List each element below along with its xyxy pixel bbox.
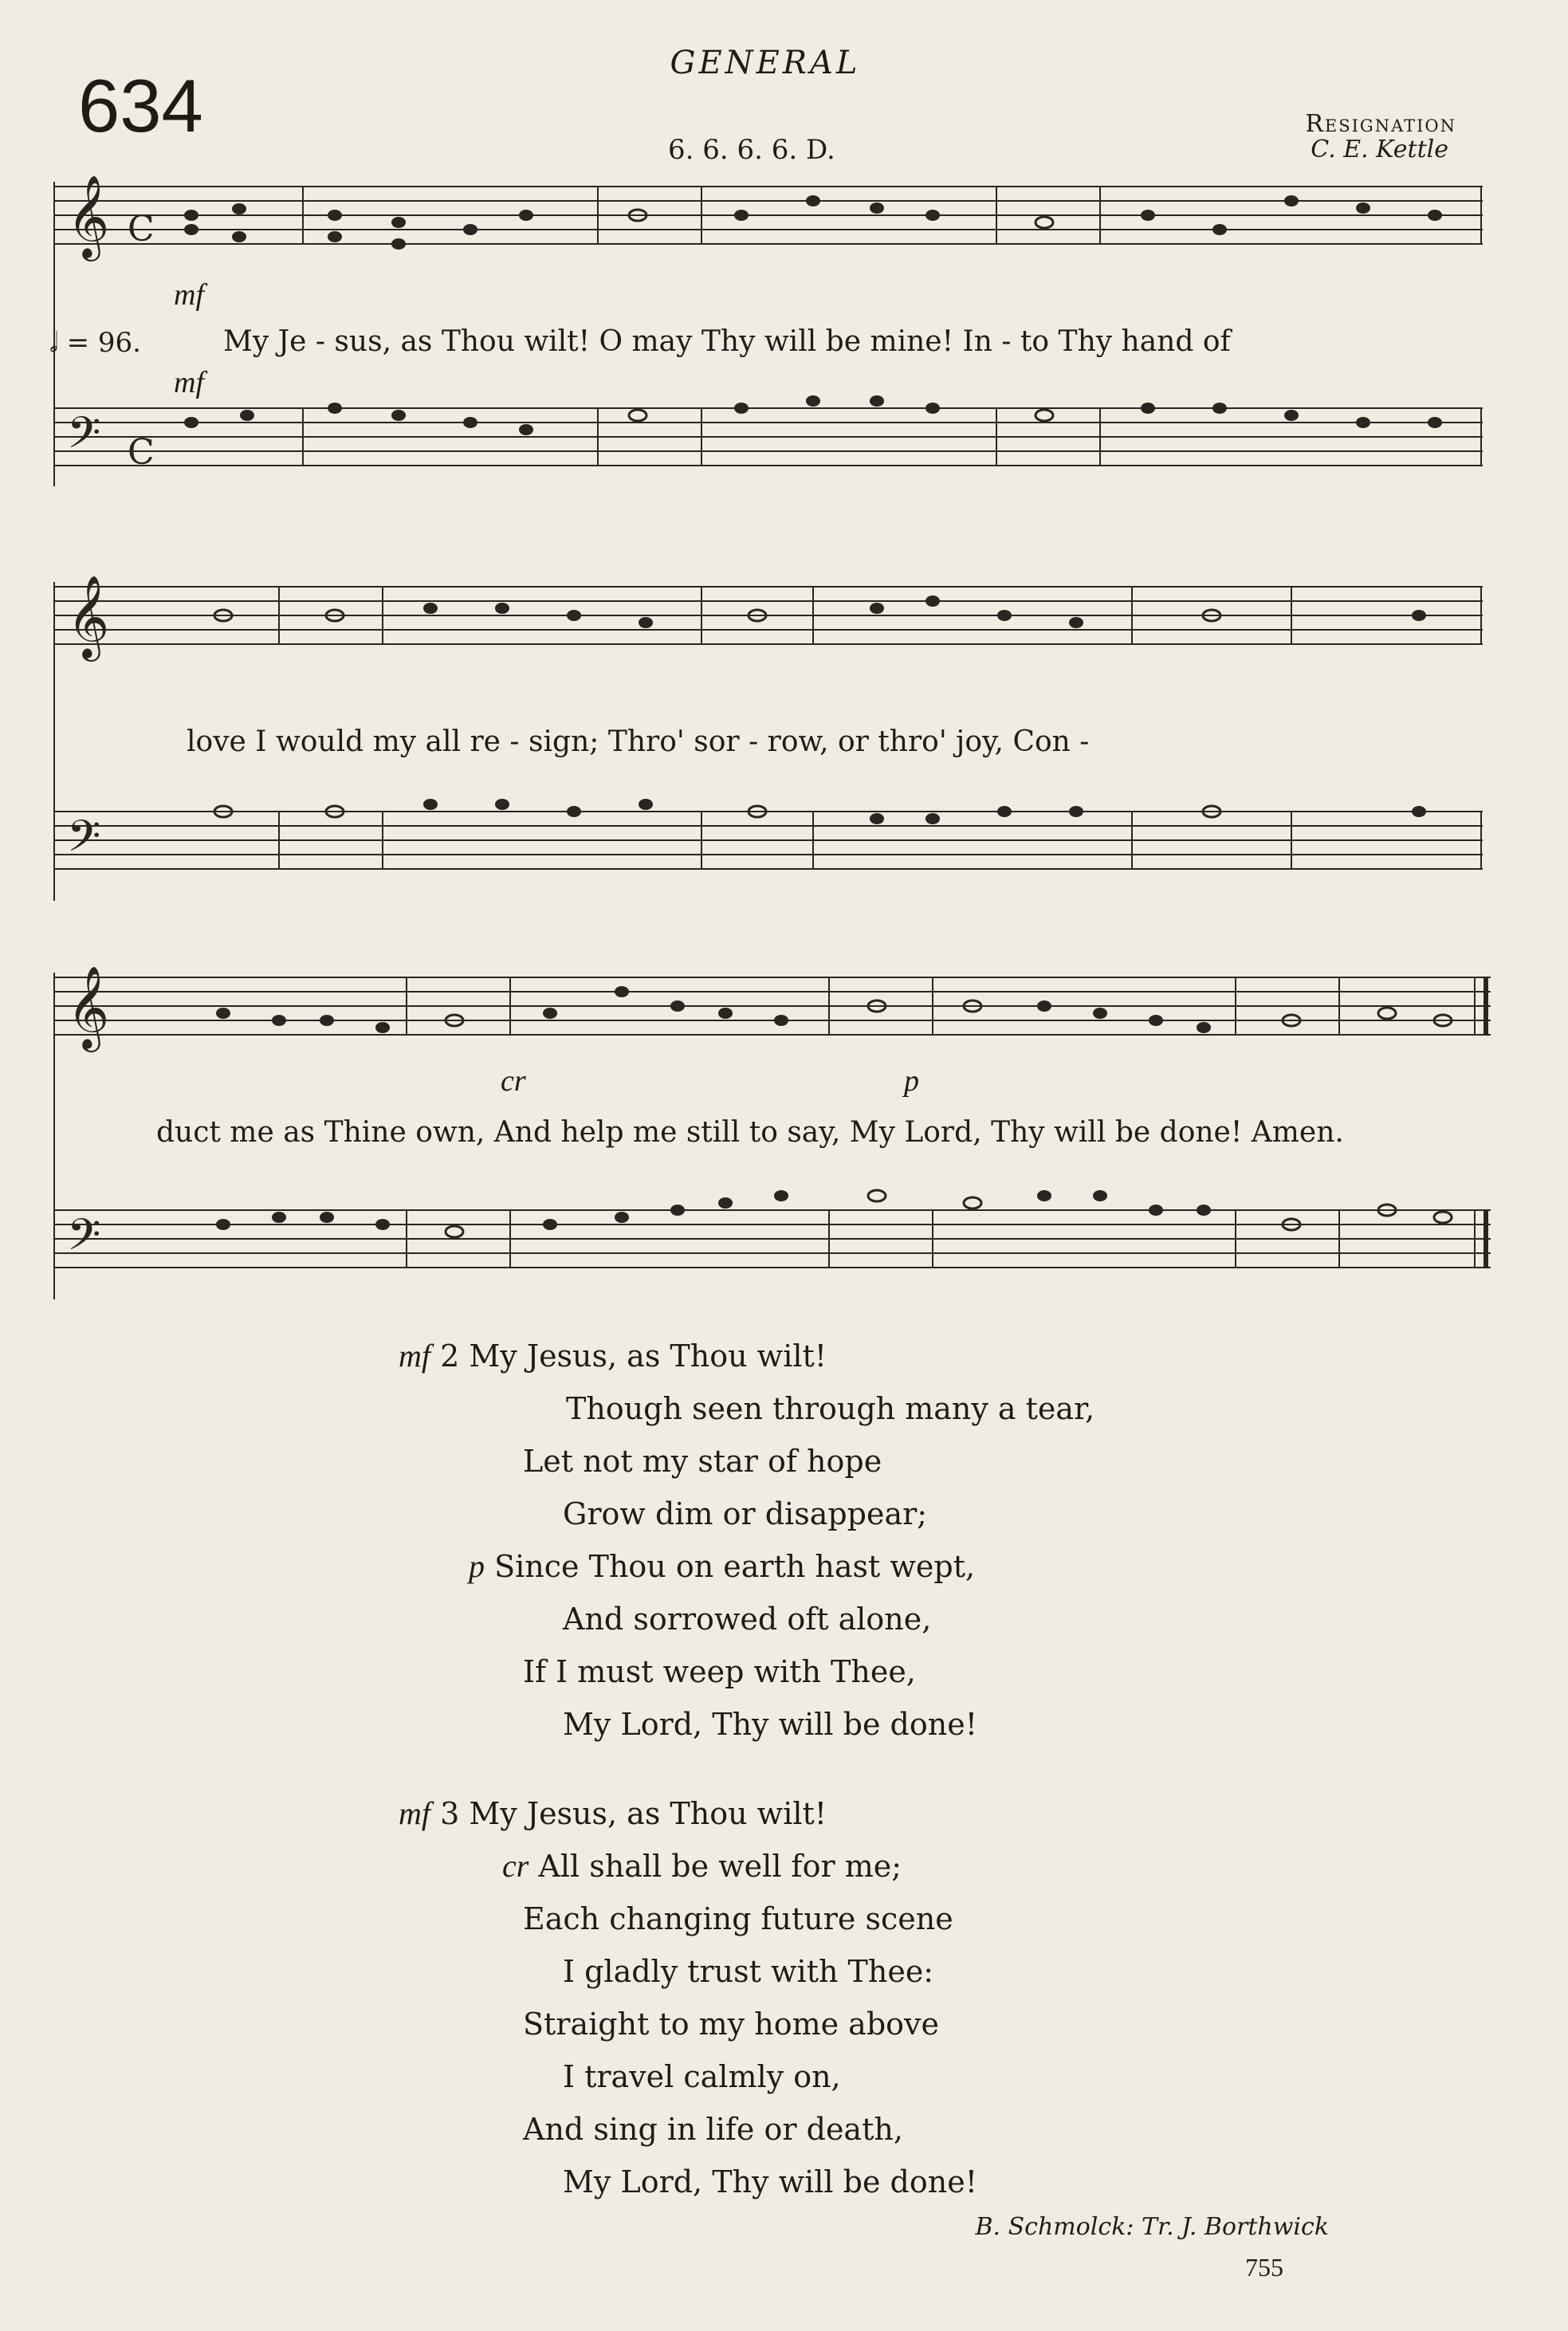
verse-3-line-6 — [399, 2050, 977, 2103]
verse-2-line-6 — [399, 1593, 1094, 1645]
verse-3-text-3: Each changing future scene — [523, 1901, 953, 1936]
dynamic-bass-1: mf — [174, 366, 204, 399]
svg-text:C: C — [128, 209, 155, 250]
dynamic-p-3: p — [904, 1064, 919, 1098]
page-number: 755 — [1245, 2253, 1283, 2282]
verse-3-line-8 — [399, 2156, 977, 2208]
verse-3-text-1: My Jesus, as Thou wilt! — [469, 1796, 827, 1831]
verse-2 — [399, 1330, 1094, 1751]
verse-3-dynamic: mf — [399, 1795, 430, 1831]
verse-3-line-5 — [399, 1998, 977, 2050]
verse-3-line-3 — [399, 1893, 977, 1945]
verse-3-line-1 — [399, 1787, 977, 1840]
verse-3-text-4: I gladly trust with Thee: — [563, 1954, 934, 1989]
verse-3-text-2: All shall be well for me; — [538, 1849, 902, 1884]
verse-2-line-3 — [399, 1435, 1094, 1488]
verse-3 — [399, 1787, 977, 2208]
verse-2-line-1 — [399, 1330, 1094, 1382]
verse-3-line-7 — [399, 2103, 977, 2156]
tempo-marking: 𝅗𝅥 = 96. — [49, 327, 141, 359]
attribution: B. Schmolck: Tr. J. Borthwick — [975, 2213, 1329, 2241]
svg-text:𝄞: 𝄞 — [67, 965, 110, 1049]
verse-2-text-3: Let not my star of hope — [523, 1444, 882, 1479]
verse-3-line-4 — [399, 1945, 977, 1998]
verse-2-text-8: My Lord, Thy will be done! — [563, 1707, 977, 1742]
dynamic-treble-1: mf — [174, 278, 204, 312]
verse-2-text-4: Grow dim or disappear; — [563, 1496, 928, 1531]
verse-3-text-8: My Lord, Thy will be done! — [563, 2164, 977, 2199]
verse-2-dynamic: mf — [399, 1338, 430, 1374]
verse-2-text-7: If I must weep with Thee, — [523, 1654, 916, 1689]
hymn-number: 634 — [78, 64, 203, 147]
verse-2-text-6: And sorrowed oft alone, — [563, 1602, 932, 1637]
svg-text:𝄢: 𝄢 — [67, 407, 101, 469]
lyrics-system-2: love I would my all re - sign; Thro' sor - row, or thro' joy, Con - — [187, 725, 1090, 758]
lyrics-system-1: My Je - sus, as Thou wilt! O may Thy will be mine! In - to Thy hand of — [223, 325, 1231, 358]
verse-3-line-2 — [399, 1840, 977, 1893]
notes-system-2 — [67, 575, 1426, 872]
svg-text:C: C — [128, 432, 155, 473]
verse-2-line-2 — [399, 1382, 1094, 1435]
verse-3-text-5: Straight to my home above — [523, 2007, 939, 2042]
verse-2-text-1: My Jesus, as Thou wilt! — [469, 1338, 827, 1374]
verse-3-text-6: I travel calmly on, — [563, 2059, 841, 2094]
svg-text:𝄞: 𝄞 — [67, 575, 110, 658]
verse-2-number: 2 — [440, 1338, 460, 1374]
svg-text:𝄢: 𝄢 — [67, 811, 101, 872]
verse-3-dyn-2: cr — [502, 1848, 529, 1884]
verse-2-dyn-5: p — [469, 1548, 485, 1584]
verse-3-number: 3 — [440, 1796, 460, 1831]
verse-2-line-7 — [399, 1645, 1094, 1698]
verse-2-text-2: Though seen through many a tear, — [566, 1391, 1095, 1426]
notes-system-1 — [67, 175, 1442, 473]
verse-2-line-5 — [399, 1540, 1094, 1593]
composer: C. E. Kettle — [1311, 136, 1448, 163]
verse-3-text-7: And sing in life or death, — [523, 2112, 903, 2147]
verse-2-line-8 — [399, 1698, 1094, 1751]
svg-text:𝄞: 𝄞 — [67, 175, 110, 258]
section-header: GENERAL — [670, 45, 861, 81]
svg-text:𝄢: 𝄢 — [67, 1209, 101, 1271]
verse-2-line-4 — [399, 1488, 1094, 1540]
verse-2-text-5: Since Thou on earth hast wept, — [494, 1549, 976, 1584]
tune-name: Resignation — [1305, 110, 1456, 138]
meter: 6. 6. 6. 6. D. — [668, 134, 835, 166]
dynamic-cr-3: cr — [501, 1064, 526, 1098]
lyrics-system-3: duct me as Thine own, And help me still to say, My Lord, Thy will be done! Amen. — [156, 1116, 1344, 1149]
